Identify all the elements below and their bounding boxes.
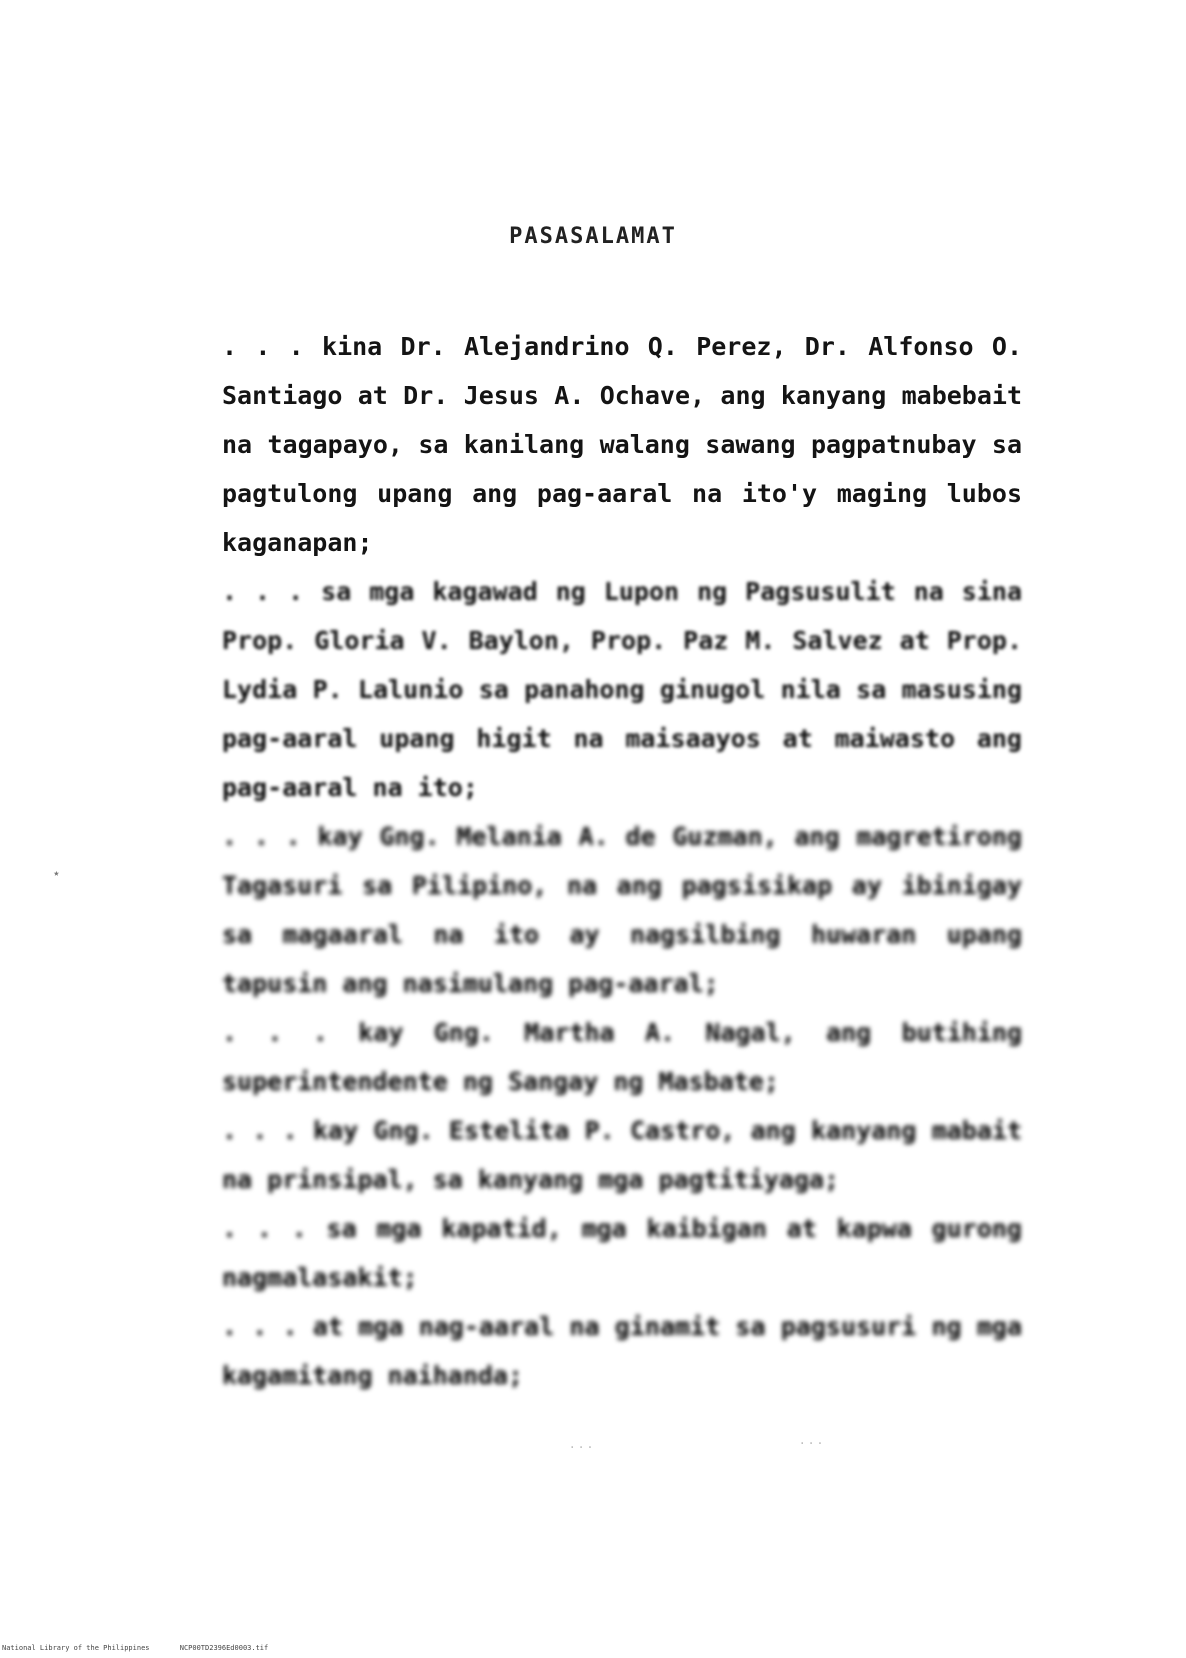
scan-speck: ⋆ [52,866,61,882]
acknowledgment-body [222,322,1022,1400]
file-id: NCP00TD2396Ed0003.tif [179,1644,269,1652]
scan-speck: · · ⋅ [800,1436,823,1452]
library-credit: National Library of the Philippines [2,1644,150,1652]
scan-footer [2,1644,294,1652]
acknowledgment-paragraph: . . . kay Gng. Martha A. Nagal, ang butihing superintendente ng Sangay ng Masbate; [222,1018,1022,1096]
acknowledgment-paragraph: . . . kina Dr. Alejandrino Q. Perez, Dr. Alfonso O. Santiago at Dr. Jesus A. Ochave, ang kanyang mabebait na tagapayo, sa kanilang walang sawang pagpatnubay sa pagtulong upang ang pag-aaral na ito'y maging lubos kaganapan; [222,332,1022,557]
acknowledgment-paragraph: . . . kay Gng. Estelita P. Castro, ang kanyang mabait na prinsipal, sa kanyang mga pagtitiyaga; [222,1116,1022,1194]
acknowledgment-paragraph: . . . sa mga kapatid, mga kaibigan at kapwa gurong nagmalasakit; [222,1214,1022,1292]
page-title: PASASALAMAT [509,224,677,249]
acknowledgment-paragraph: . . . kay Gng. Melania A. de Guzman, ang magretirong Tagasuri sa Pilipino, na ang pagsisikap ay ibinigay sa magaaral na ito ay nagsilbing huwaran upang tapusin ang nasimulang pag-aaral; [222,822,1022,998]
acknowledgment-paragraph: . . . sa mga kagawad ng Lupon ng Pagsusulit na sina Prop. Gloria V. Baylon, Prop. Paz M. Salvez at Prop. Lydia P. Lalunio sa panahong ginugol nila sa masusing pag-aaral upang higit na maisaayos at maiwasto ang pag-aaral na ito; [222,577,1022,802]
scan-speck: · ⋅ · [570,1440,593,1456]
acknowledgment-paragraph: . . . at mga nag-aaral na ginamit sa pagsusuri ng mga kagamitang naihanda; [222,1312,1022,1390]
